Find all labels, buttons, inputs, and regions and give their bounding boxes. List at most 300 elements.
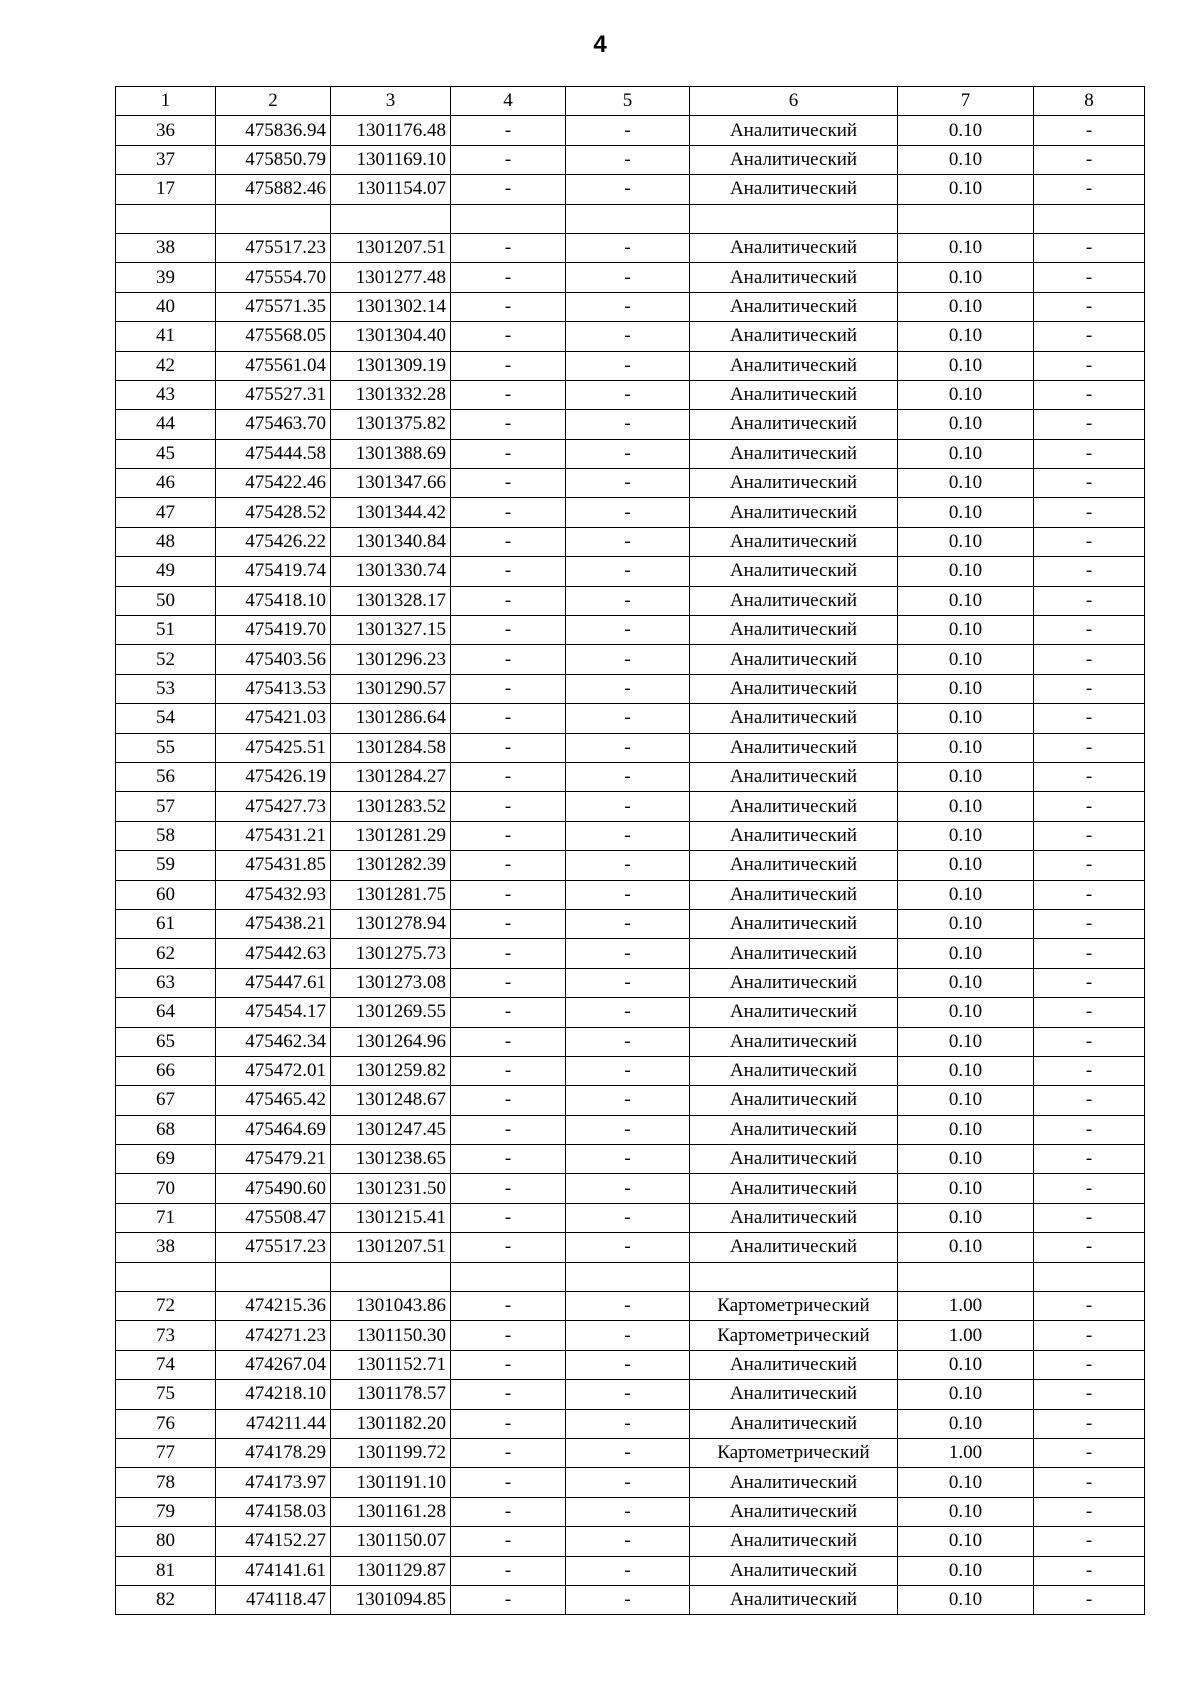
- column-4-cell: -: [451, 998, 566, 1027]
- method-cell: Аналитический: [690, 1380, 898, 1409]
- y-coordinate-cell: 1301330.74: [331, 557, 451, 586]
- method-cell: Аналитический: [690, 851, 898, 880]
- y-coordinate-cell: 1301281.29: [331, 821, 451, 850]
- y-coordinate-cell: [331, 204, 451, 233]
- column-4-cell: -: [451, 880, 566, 909]
- table-row: [116, 1086, 1145, 1115]
- y-coordinate-cell: 1301182.20: [331, 1409, 451, 1438]
- y-coordinate-cell: 1301284.27: [331, 762, 451, 791]
- x-coordinate-cell: 474152.27: [216, 1527, 331, 1556]
- column-4-cell: -: [451, 527, 566, 556]
- table-row: [116, 439, 1145, 468]
- column-header: 2: [216, 87, 331, 116]
- column-5-cell: -: [566, 292, 690, 321]
- point-number-cell: 58: [116, 821, 216, 850]
- y-coordinate-cell: 1301043.86: [331, 1292, 451, 1321]
- x-coordinate-cell: 475426.19: [216, 762, 331, 791]
- column-5-cell: -: [566, 674, 690, 703]
- table-row: [116, 998, 1145, 1027]
- x-coordinate-cell: 475418.10: [216, 586, 331, 615]
- x-coordinate-cell: 475421.03: [216, 704, 331, 733]
- table-row: [116, 792, 1145, 821]
- precision-cell: 0.10: [898, 1115, 1034, 1144]
- y-coordinate-cell: 1301278.94: [331, 909, 451, 938]
- column-4-cell: [451, 204, 566, 233]
- point-number-cell: 70: [116, 1174, 216, 1203]
- precision-cell: 0.10: [898, 880, 1034, 909]
- column-5-cell: -: [566, 1380, 690, 1409]
- y-coordinate-cell: 1301094.85: [331, 1585, 451, 1614]
- column-8-cell: -: [1034, 1233, 1145, 1262]
- point-number-cell: 64: [116, 998, 216, 1027]
- table-row: [116, 880, 1145, 909]
- table-body: [116, 116, 1145, 1615]
- table-row: [116, 1497, 1145, 1526]
- x-coordinate-cell: 475508.47: [216, 1203, 331, 1232]
- x-coordinate-cell: 474158.03: [216, 1497, 331, 1526]
- precision-cell: 0.10: [898, 674, 1034, 703]
- point-number-cell: 66: [116, 1056, 216, 1085]
- y-coordinate-cell: 1301309.19: [331, 351, 451, 380]
- column-8-cell: -: [1034, 527, 1145, 556]
- column-8-cell: -: [1034, 792, 1145, 821]
- column-8-cell: -: [1034, 557, 1145, 586]
- column-4-cell: -: [451, 263, 566, 292]
- precision-cell: 0.10: [898, 968, 1034, 997]
- table-row: [116, 851, 1145, 880]
- y-coordinate-cell: 1301259.82: [331, 1056, 451, 1085]
- column-8-cell: -: [1034, 1527, 1145, 1556]
- table-row: [116, 968, 1145, 997]
- x-coordinate-cell: 475431.21: [216, 821, 331, 850]
- point-number-cell: 73: [116, 1321, 216, 1350]
- precision-cell: [898, 204, 1034, 233]
- x-coordinate-cell: 475517.23: [216, 1233, 331, 1262]
- column-8-cell: -: [1034, 1292, 1145, 1321]
- x-coordinate-cell: 474267.04: [216, 1350, 331, 1379]
- precision-cell: 0.10: [898, 1203, 1034, 1232]
- column-4-cell: -: [451, 1527, 566, 1556]
- table-row: [116, 380, 1145, 409]
- column-5-cell: -: [566, 175, 690, 204]
- x-coordinate-cell: 474118.47: [216, 1585, 331, 1614]
- point-number-cell: 68: [116, 1115, 216, 1144]
- table-row: [116, 1321, 1145, 1350]
- y-coordinate-cell: 1301231.50: [331, 1174, 451, 1203]
- method-cell: Аналитический: [690, 410, 898, 439]
- column-header: 5: [566, 87, 690, 116]
- x-coordinate-cell: 475431.85: [216, 851, 331, 880]
- point-number-cell: 38: [116, 1233, 216, 1262]
- point-number-cell: 57: [116, 792, 216, 821]
- precision-cell: 0.10: [898, 116, 1034, 145]
- precision-cell: 0.10: [898, 1056, 1034, 1085]
- table-row: [116, 733, 1145, 762]
- table-row: [116, 586, 1145, 615]
- method-cell: Аналитический: [690, 1203, 898, 1232]
- table-row: [116, 1468, 1145, 1497]
- column-8-cell: -: [1034, 410, 1145, 439]
- point-number-cell: 60: [116, 880, 216, 909]
- column-5-cell: [566, 204, 690, 233]
- column-5-cell: -: [566, 821, 690, 850]
- y-coordinate-cell: 1301388.69: [331, 439, 451, 468]
- y-coordinate-cell: 1301269.55: [331, 998, 451, 1027]
- point-number-cell: 75: [116, 1380, 216, 1409]
- point-number-cell: 77: [116, 1438, 216, 1467]
- column-8-cell: -: [1034, 674, 1145, 703]
- method-cell: Аналитический: [690, 586, 898, 615]
- column-8-cell: -: [1034, 263, 1145, 292]
- method-cell: Аналитический: [690, 145, 898, 174]
- y-coordinate-cell: 1301178.57: [331, 1380, 451, 1409]
- column-5-cell: -: [566, 263, 690, 292]
- column-4-cell: -: [451, 1438, 566, 1467]
- column-4-cell: -: [451, 1350, 566, 1379]
- method-cell: Аналитический: [690, 645, 898, 674]
- column-5-cell: -: [566, 968, 690, 997]
- precision-cell: 0.10: [898, 527, 1034, 556]
- method-cell: Аналитический: [690, 939, 898, 968]
- column-5-cell: -: [566, 1321, 690, 1350]
- table-row: [116, 1438, 1145, 1467]
- method-cell: Аналитический: [690, 1115, 898, 1144]
- column-4-cell: -: [451, 498, 566, 527]
- table-row: [116, 351, 1145, 380]
- column-8-cell: -: [1034, 175, 1145, 204]
- column-5-cell: [566, 1262, 690, 1291]
- x-coordinate-cell: 475438.21: [216, 909, 331, 938]
- point-number-cell: 36: [116, 116, 216, 145]
- column-5-cell: -: [566, 1174, 690, 1203]
- x-coordinate-cell: 475444.58: [216, 439, 331, 468]
- precision-cell: [898, 1262, 1034, 1291]
- point-number-cell: 47: [116, 498, 216, 527]
- table-row: [116, 410, 1145, 439]
- method-cell: Аналитический: [690, 322, 898, 351]
- column-5-cell: -: [566, 527, 690, 556]
- x-coordinate-cell: 475882.46: [216, 175, 331, 204]
- column-8-cell: -: [1034, 733, 1145, 762]
- column-4-cell: -: [451, 792, 566, 821]
- table-row: [116, 674, 1145, 703]
- column-4-cell: -: [451, 1086, 566, 1115]
- table-row: [116, 1056, 1145, 1085]
- x-coordinate-cell: 474218.10: [216, 1380, 331, 1409]
- precision-cell: 0.10: [898, 175, 1034, 204]
- precision-cell: 0.10: [898, 1497, 1034, 1526]
- x-coordinate-cell: 475464.69: [216, 1115, 331, 1144]
- x-coordinate-cell: 475447.61: [216, 968, 331, 997]
- precision-cell: 0.10: [898, 1145, 1034, 1174]
- column-8-cell: -: [1034, 586, 1145, 615]
- x-coordinate-cell: 475568.05: [216, 322, 331, 351]
- column-8-cell: -: [1034, 1350, 1145, 1379]
- point-number-cell: 63: [116, 968, 216, 997]
- method-cell: [690, 1262, 898, 1291]
- table-row: [116, 175, 1145, 204]
- column-8-cell: -: [1034, 380, 1145, 409]
- method-cell: Аналитический: [690, 498, 898, 527]
- column-4-cell: -: [451, 968, 566, 997]
- column-4-cell: -: [451, 322, 566, 351]
- x-coordinate-cell: 475426.22: [216, 527, 331, 556]
- point-number-cell: 37: [116, 145, 216, 174]
- point-number-cell: 62: [116, 939, 216, 968]
- precision-cell: 0.10: [898, 704, 1034, 733]
- x-coordinate-cell: 475419.74: [216, 557, 331, 586]
- y-coordinate-cell: 1301290.57: [331, 674, 451, 703]
- point-number-cell: 79: [116, 1497, 216, 1526]
- column-8-cell: -: [1034, 1468, 1145, 1497]
- point-number-cell: [116, 204, 216, 233]
- column-5-cell: -: [566, 351, 690, 380]
- point-number-cell: 50: [116, 586, 216, 615]
- precision-cell: 0.10: [898, 380, 1034, 409]
- column-4-cell: [451, 1262, 566, 1291]
- precision-cell: 0.10: [898, 1086, 1034, 1115]
- method-cell: Аналитический: [690, 1233, 898, 1262]
- precision-cell: 0.10: [898, 351, 1034, 380]
- method-cell: Аналитический: [690, 1556, 898, 1585]
- method-cell: Аналитический: [690, 527, 898, 556]
- y-coordinate-cell: 1301286.64: [331, 704, 451, 733]
- method-cell: Картометрический: [690, 1321, 898, 1350]
- x-coordinate-cell: 475413.53: [216, 674, 331, 703]
- point-number-cell: 38: [116, 233, 216, 262]
- point-number-cell: 82: [116, 1585, 216, 1614]
- method-cell: Аналитический: [690, 1027, 898, 1056]
- table-row: [116, 145, 1145, 174]
- y-coordinate-cell: 1301327.15: [331, 616, 451, 645]
- point-number-cell: [116, 1262, 216, 1291]
- precision-cell: 0.10: [898, 1350, 1034, 1379]
- table-row: [116, 1527, 1145, 1556]
- y-coordinate-cell: 1301247.45: [331, 1115, 451, 1144]
- x-coordinate-cell: 474178.29: [216, 1438, 331, 1467]
- x-coordinate-cell: 475517.23: [216, 233, 331, 262]
- y-coordinate-cell: 1301169.10: [331, 145, 451, 174]
- point-number-cell: 74: [116, 1350, 216, 1379]
- x-coordinate-cell: 475554.70: [216, 263, 331, 292]
- point-number-cell: 67: [116, 1086, 216, 1115]
- y-coordinate-cell: 1301215.41: [331, 1203, 451, 1232]
- column-8-cell: -: [1034, 439, 1145, 468]
- column-8-cell: -: [1034, 1585, 1145, 1614]
- x-coordinate-cell: 475465.42: [216, 1086, 331, 1115]
- method-cell: Аналитический: [690, 1468, 898, 1497]
- table-row: [116, 939, 1145, 968]
- precision-cell: 0.10: [898, 1027, 1034, 1056]
- column-5-cell: -: [566, 939, 690, 968]
- table-row: [116, 1350, 1145, 1379]
- point-number-cell: 48: [116, 527, 216, 556]
- x-coordinate-cell: 474211.44: [216, 1409, 331, 1438]
- column-5-cell: -: [566, 733, 690, 762]
- y-coordinate-cell: 1301277.48: [331, 263, 451, 292]
- column-4-cell: -: [451, 909, 566, 938]
- x-coordinate-cell: 475463.70: [216, 410, 331, 439]
- y-coordinate-cell: 1301150.07: [331, 1527, 451, 1556]
- precision-cell: 0.10: [898, 586, 1034, 615]
- y-coordinate-cell: 1301129.87: [331, 1556, 451, 1585]
- x-coordinate-cell: 475472.01: [216, 1056, 331, 1085]
- table-row: [116, 1556, 1145, 1585]
- column-8-cell: -: [1034, 1056, 1145, 1085]
- column-8-cell: -: [1034, 616, 1145, 645]
- y-coordinate-cell: 1301176.48: [331, 116, 451, 145]
- column-4-cell: -: [451, 116, 566, 145]
- page-number: 4: [593, 31, 607, 58]
- x-coordinate-cell: [216, 1262, 331, 1291]
- method-cell: Аналитический: [690, 792, 898, 821]
- point-number-cell: 42: [116, 351, 216, 380]
- method-cell: Аналитический: [690, 704, 898, 733]
- x-coordinate-cell: 475432.93: [216, 880, 331, 909]
- column-5-cell: -: [566, 233, 690, 262]
- precision-cell: 1.00: [898, 1438, 1034, 1467]
- y-coordinate-cell: 1301296.23: [331, 645, 451, 674]
- column-5-cell: -: [566, 586, 690, 615]
- column-4-cell: -: [451, 586, 566, 615]
- precision-cell: 0.10: [898, 1174, 1034, 1203]
- precision-cell: 0.10: [898, 145, 1034, 174]
- column-4-cell: -: [451, 939, 566, 968]
- column-5-cell: -: [566, 616, 690, 645]
- table-row: [116, 909, 1145, 938]
- column-8-cell: -: [1034, 939, 1145, 968]
- y-coordinate-cell: 1301332.28: [331, 380, 451, 409]
- method-cell: Аналитический: [690, 1086, 898, 1115]
- column-5-cell: -: [566, 1585, 690, 1614]
- column-8-cell: -: [1034, 998, 1145, 1027]
- table-row: [116, 1409, 1145, 1438]
- column-5-cell: -: [566, 1086, 690, 1115]
- y-coordinate-cell: 1301302.14: [331, 292, 451, 321]
- precision-cell: 0.10: [898, 263, 1034, 292]
- method-cell: Аналитический: [690, 116, 898, 145]
- precision-cell: 0.10: [898, 498, 1034, 527]
- column-8-cell: -: [1034, 851, 1145, 880]
- x-coordinate-cell: 474173.97: [216, 1468, 331, 1497]
- x-coordinate-cell: 474271.23: [216, 1321, 331, 1350]
- column-8-cell: -: [1034, 645, 1145, 674]
- column-8-cell: -: [1034, 351, 1145, 380]
- column-5-cell: -: [566, 469, 690, 498]
- column-4-cell: -: [451, 1556, 566, 1585]
- column-5-cell: -: [566, 1233, 690, 1262]
- x-coordinate-cell: 474215.36: [216, 1292, 331, 1321]
- column-8-cell: -: [1034, 1556, 1145, 1585]
- x-coordinate-cell: 475403.56: [216, 645, 331, 674]
- method-cell: Аналитический: [690, 1409, 898, 1438]
- point-number-cell: 72: [116, 1292, 216, 1321]
- y-coordinate-cell: 1301238.65: [331, 1145, 451, 1174]
- column-4-cell: -: [451, 616, 566, 645]
- column-5-cell: -: [566, 1350, 690, 1379]
- y-coordinate-cell: 1301248.67: [331, 1086, 451, 1115]
- column-5-cell: -: [566, 380, 690, 409]
- method-cell: Аналитический: [690, 998, 898, 1027]
- method-cell: Аналитический: [690, 1174, 898, 1203]
- column-4-cell: -: [451, 233, 566, 262]
- column-4-cell: -: [451, 1056, 566, 1085]
- y-coordinate-cell: 1301161.28: [331, 1497, 451, 1526]
- column-5-cell: -: [566, 1203, 690, 1232]
- column-8-cell: -: [1034, 322, 1145, 351]
- x-coordinate-cell: 475454.17: [216, 998, 331, 1027]
- column-4-cell: -: [451, 1292, 566, 1321]
- table-row: [116, 1262, 1145, 1291]
- point-number-cell: 71: [116, 1203, 216, 1232]
- column-5-cell: -: [566, 557, 690, 586]
- precision-cell: 0.10: [898, 1527, 1034, 1556]
- y-coordinate-cell: 1301199.72: [331, 1438, 451, 1467]
- method-cell: Аналитический: [690, 733, 898, 762]
- x-coordinate-cell: 475425.51: [216, 733, 331, 762]
- method-cell: Аналитический: [690, 351, 898, 380]
- y-coordinate-cell: 1301275.73: [331, 939, 451, 968]
- column-5-cell: -: [566, 1497, 690, 1526]
- column-4-cell: -: [451, 351, 566, 380]
- x-coordinate-cell: 475419.70: [216, 616, 331, 645]
- column-4-cell: -: [451, 1233, 566, 1262]
- column-4-cell: -: [451, 1585, 566, 1614]
- y-coordinate-cell: 1301152.71: [331, 1350, 451, 1379]
- precision-cell: 0.10: [898, 439, 1034, 468]
- point-number-cell: 65: [116, 1027, 216, 1056]
- y-coordinate-cell: 1301150.30: [331, 1321, 451, 1350]
- x-coordinate-cell: 475422.46: [216, 469, 331, 498]
- column-header: 6: [690, 87, 898, 116]
- column-4-cell: -: [451, 1115, 566, 1144]
- column-8-cell: -: [1034, 821, 1145, 850]
- point-number-cell: 40: [116, 292, 216, 321]
- method-cell: Аналитический: [690, 968, 898, 997]
- point-number-cell: 81: [116, 1556, 216, 1585]
- table-row: [116, 616, 1145, 645]
- y-coordinate-cell: 1301207.51: [331, 233, 451, 262]
- column-4-cell: -: [451, 733, 566, 762]
- column-8-cell: -: [1034, 292, 1145, 321]
- point-number-cell: 46: [116, 469, 216, 498]
- column-5-cell: -: [566, 792, 690, 821]
- x-coordinate-cell: 475462.34: [216, 1027, 331, 1056]
- x-coordinate-cell: 475479.21: [216, 1145, 331, 1174]
- column-8-cell: -: [1034, 704, 1145, 733]
- column-8-cell: -: [1034, 1086, 1145, 1115]
- point-number-cell: 44: [116, 410, 216, 439]
- table-row: [116, 1233, 1145, 1262]
- precision-cell: 0.10: [898, 998, 1034, 1027]
- column-4-cell: -: [451, 821, 566, 850]
- column-5-cell: -: [566, 1027, 690, 1056]
- column-5-cell: -: [566, 145, 690, 174]
- method-cell: Аналитический: [690, 1585, 898, 1614]
- x-coordinate-cell: 475428.52: [216, 498, 331, 527]
- precision-cell: 1.00: [898, 1292, 1034, 1321]
- point-number-cell: 41: [116, 322, 216, 351]
- table-row: [116, 1115, 1145, 1144]
- column-8-cell: -: [1034, 1145, 1145, 1174]
- point-number-cell: 17: [116, 175, 216, 204]
- column-4-cell: -: [451, 469, 566, 498]
- point-number-cell: 53: [116, 674, 216, 703]
- column-8-cell: -: [1034, 469, 1145, 498]
- table-row: [116, 704, 1145, 733]
- column-4-cell: -: [451, 439, 566, 468]
- column-8-cell: -: [1034, 1497, 1145, 1526]
